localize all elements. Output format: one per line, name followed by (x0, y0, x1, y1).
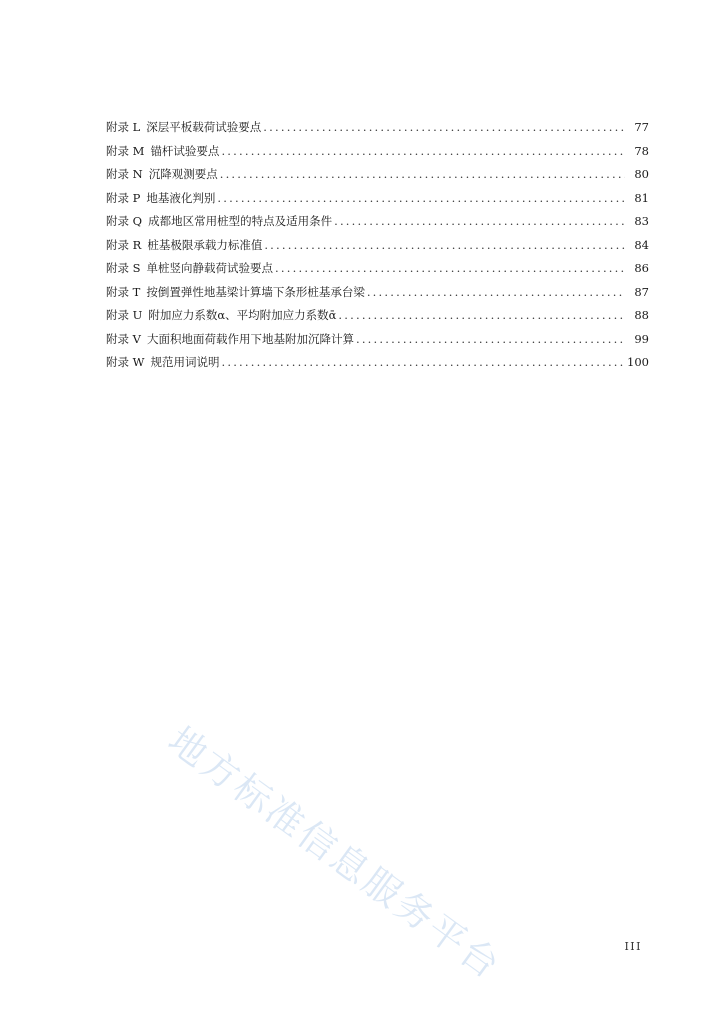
toc-entry[interactable] (106, 140, 649, 164)
toc-entry-page: 77 (634, 120, 649, 134)
toc-leader-dots (367, 281, 625, 305)
toc-entry-label: 附录 P (106, 190, 141, 205)
toc-entry-label: 附录 V (106, 331, 141, 346)
toc-entry[interactable] (106, 304, 649, 328)
toc-entry-label: 附录 T (106, 284, 141, 299)
toc-entry-title: 桩基极限承载力标准值 (147, 237, 263, 252)
toc-entry-label: 附录 S (106, 261, 141, 275)
toc-entry[interactable] (106, 116, 649, 140)
toc-entry[interactable] (106, 328, 649, 352)
toc-entry[interactable] (106, 257, 649, 281)
toc-entry-title: 大面积地面荷载作用下地基附加沉降计算 (146, 331, 354, 346)
toc-entry-page: 78 (634, 143, 649, 158)
toc-entry-label: 附录 R (106, 237, 142, 252)
toc-entry-page: 81 (634, 190, 649, 205)
toc-entry-title: 成都地区常用桩型的特点及适用条件 (148, 214, 333, 228)
toc-entry-label: 附录 U (106, 308, 143, 322)
toc-leader-dots (217, 187, 625, 211)
toc-entry-page: 83 (634, 214, 649, 228)
toc-entry-title: 锚杆试验要点 (150, 143, 220, 158)
toc-entry-page: 88 (634, 308, 649, 322)
toc-entry[interactable] (106, 234, 649, 258)
toc-leader-dots (334, 210, 625, 234)
toc-entry-label: 附录 N (106, 167, 143, 181)
toc-entry-page: 100 (627, 355, 649, 369)
toc-entry-label: 附录 M (106, 143, 145, 158)
toc-entry-title: 单桩竖向静载荷试验要点 (146, 261, 274, 275)
toc-entry-page: 84 (634, 237, 649, 252)
watermark-text: 地方标准信息服务平台 (160, 718, 510, 989)
toc-entry-title: 深层平板载荷试验要点 (146, 120, 262, 134)
toc-entry[interactable] (106, 210, 649, 234)
toc-entry-page: 87 (634, 284, 649, 299)
toc-entry-title: 附加应力系数α、平均附加应力系数ᾱ (148, 308, 337, 322)
toc-entry-page: 99 (634, 331, 649, 346)
toc-entry[interactable] (106, 187, 649, 211)
toc-entry-title: 沉降观测要点 (148, 167, 218, 181)
toc-entry-label: 附录 W (106, 355, 145, 369)
toc-entry[interactable] (106, 351, 649, 375)
page-number: III (624, 940, 642, 953)
toc-leader-dots (221, 140, 625, 164)
toc-entry-title: 按倒置弹性地基梁计算墙下条形桩基承台梁 (146, 284, 365, 299)
table-of-contents (106, 116, 649, 375)
toc-entry-label: 附录 L (106, 120, 141, 134)
toc-entry-label: 附录 Q (106, 214, 143, 228)
toc-entry-title: 地基液化判别 (146, 190, 216, 205)
toc-leader-dots (338, 304, 625, 328)
toc-entry-page: 86 (634, 261, 649, 275)
toc-entry[interactable] (106, 281, 649, 305)
toc-leader-dots (220, 163, 625, 187)
toc-entry-title: 规范用词说明 (150, 355, 220, 369)
toc-leader-dots (263, 116, 625, 140)
toc-leader-dots (356, 328, 625, 352)
toc-leader-dots (264, 234, 625, 258)
toc-entry-page: 80 (634, 167, 649, 181)
toc-leader-dots (221, 351, 623, 375)
toc-entry[interactable] (106, 163, 649, 187)
toc-leader-dots (275, 257, 625, 281)
